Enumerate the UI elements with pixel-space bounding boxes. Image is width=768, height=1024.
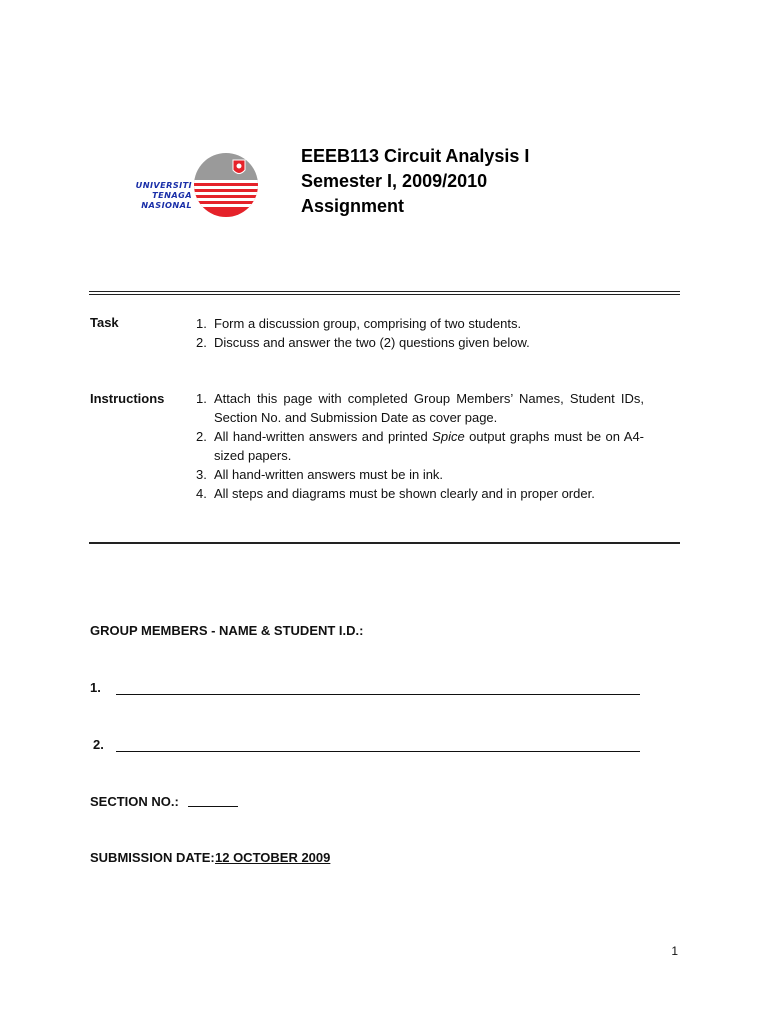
instruction-item-text: All steps and diagrams must be shown clearly and in proper order. <box>214 486 595 501</box>
instructions-label: Instructions <box>90 391 165 406</box>
document-heading <box>301 144 529 219</box>
section-blank[interactable] <box>188 806 238 807</box>
member-1-blank[interactable] <box>116 694 640 695</box>
instruction-item-italic: Spice <box>432 429 465 444</box>
submission-date-value: 12 OCTOBER 2009 <box>215 850 331 865</box>
instruction-item-number: 2. <box>196 429 207 444</box>
bottom-rule <box>89 542 680 544</box>
logo-word-1: UNIVERSITI <box>135 180 192 190</box>
instruction-item-text: All hand-written answers must be in ink. <box>214 467 444 482</box>
member-2-number: 2. <box>93 737 104 752</box>
task-item-text: Form a discussion group, comprising of two students. <box>214 316 522 331</box>
submission-date-label: SUBMISSION DATE: <box>90 850 215 865</box>
member-2-blank[interactable] <box>116 751 640 752</box>
section-label: SECTION NO.: <box>90 794 179 809</box>
task-list <box>196 314 644 352</box>
task-label: Task <box>90 315 119 330</box>
task-item-number: 1. <box>196 316 207 331</box>
instruction-item-text-start: All hand-written answers and printed <box>214 429 433 444</box>
instruction-item <box>196 484 644 503</box>
task-item <box>196 333 644 352</box>
instructions-list <box>196 389 644 503</box>
task-item-text: Discuss and answer the two (2) questions given below. <box>214 335 530 350</box>
page-number: 1 <box>671 944 678 958</box>
task-item-number: 2. <box>196 335 207 350</box>
task-item <box>196 314 644 333</box>
instruction-item-number: 4. <box>196 486 207 501</box>
logo-wordmark <box>112 180 192 210</box>
instruction-item <box>196 427 644 465</box>
semester-line: Semester I, 2009/2010 <box>301 171 488 191</box>
course-title: EEEB113 Circuit Analysis I <box>301 146 530 166</box>
instruction-item <box>196 389 644 427</box>
group-members-title: GROUP MEMBERS - NAME & STUDENT I.D.: <box>90 623 364 638</box>
top-double-rule <box>89 291 680 295</box>
member-1-number: 1. <box>90 680 101 695</box>
instruction-item <box>196 465 644 484</box>
instruction-item-number: 3. <box>196 467 207 482</box>
instruction-item-number: 1. <box>196 391 207 406</box>
document-type: Assignment <box>301 196 405 216</box>
instruction-item-text: Attach this page with completed Group Members’ Names, Student IDs, Section No. and Submission Date as cover page. <box>214 391 644 425</box>
instruction-item-text-end: output graphs must be on A4-sized papers. <box>214 429 645 463</box>
logo-word-3: NASIONAL <box>141 200 192 210</box>
logo-word-2: TENAGA <box>152 190 192 200</box>
logo-emblem-icon <box>192 150 262 220</box>
university-logo <box>112 148 262 222</box>
